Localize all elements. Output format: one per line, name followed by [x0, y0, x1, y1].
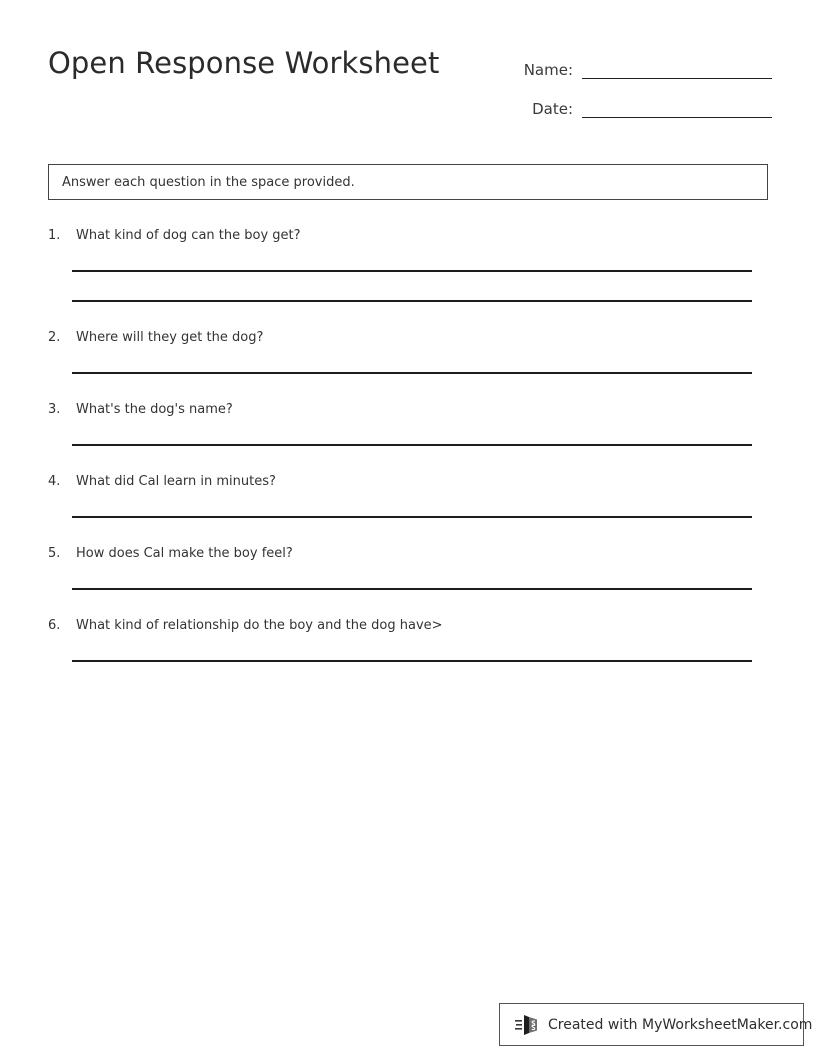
question-block: [0, 474, 816, 518]
question-number: 1.: [48, 228, 61, 243]
question-head: [0, 228, 816, 250]
answer-area[interactable]: [0, 568, 816, 590]
question-text: What did Cal learn in minutes?: [76, 474, 276, 489]
name-label: Name:: [523, 61, 573, 79]
attribution-badge[interactable]: [499, 1003, 813, 1046]
page-title: Open Response Worksheet: [48, 46, 440, 80]
question-head: [0, 474, 816, 496]
name-input[interactable]: [582, 60, 772, 79]
name-field-row: [480, 50, 772, 79]
instruction-text: Answer each question in the space provided.: [62, 174, 355, 190]
question-list: [0, 228, 816, 690]
instruction-banner: [48, 164, 768, 200]
answer-area[interactable]: [0, 424, 816, 446]
question-number: 6.: [48, 618, 61, 633]
answer-area[interactable]: [0, 496, 816, 518]
worksheet-header: [0, 0, 816, 130]
question-head: [0, 402, 816, 424]
question-head: [0, 330, 816, 352]
question-number: 2.: [48, 330, 61, 345]
question-number: 3.: [48, 402, 61, 417]
question-block: [0, 618, 816, 662]
question-head: [0, 546, 816, 568]
answer-line[interactable]: [72, 588, 752, 590]
question-block: [0, 546, 816, 590]
answer-area[interactable]: [0, 640, 816, 662]
question-number: 4.: [48, 474, 61, 489]
date-label: Date:: [532, 100, 573, 118]
student-meta-fields: [480, 50, 772, 128]
question-block: [0, 330, 816, 374]
question-block: [0, 228, 816, 302]
date-input[interactable]: [582, 99, 772, 118]
question-text: What kind of dog can the boy get?: [76, 228, 301, 243]
answer-line[interactable]: [72, 300, 752, 302]
question-head: [0, 618, 816, 640]
worksheet-maker-logo-icon: [515, 1013, 541, 1037]
question-text: How does Cal make the boy feel?: [76, 546, 293, 561]
attribution-text: Created with MyWorksheetMaker.com: [548, 1016, 813, 1033]
answer-line[interactable]: [72, 372, 752, 374]
question-text: Where will they get the dog?: [76, 330, 264, 345]
question-block: [0, 402, 816, 446]
question-number: 5.: [48, 546, 61, 561]
answer-line[interactable]: [72, 444, 752, 446]
answer-line[interactable]: [72, 660, 752, 662]
date-field-row: [480, 89, 772, 118]
question-text: What's the dog's name?: [76, 402, 233, 417]
answer-area[interactable]: [0, 250, 816, 302]
answer-line[interactable]: [72, 516, 752, 518]
answer-area[interactable]: [0, 352, 816, 374]
question-text: What kind of relationship do the boy and the dog have>: [76, 618, 443, 633]
answer-line[interactable]: [72, 270, 752, 272]
